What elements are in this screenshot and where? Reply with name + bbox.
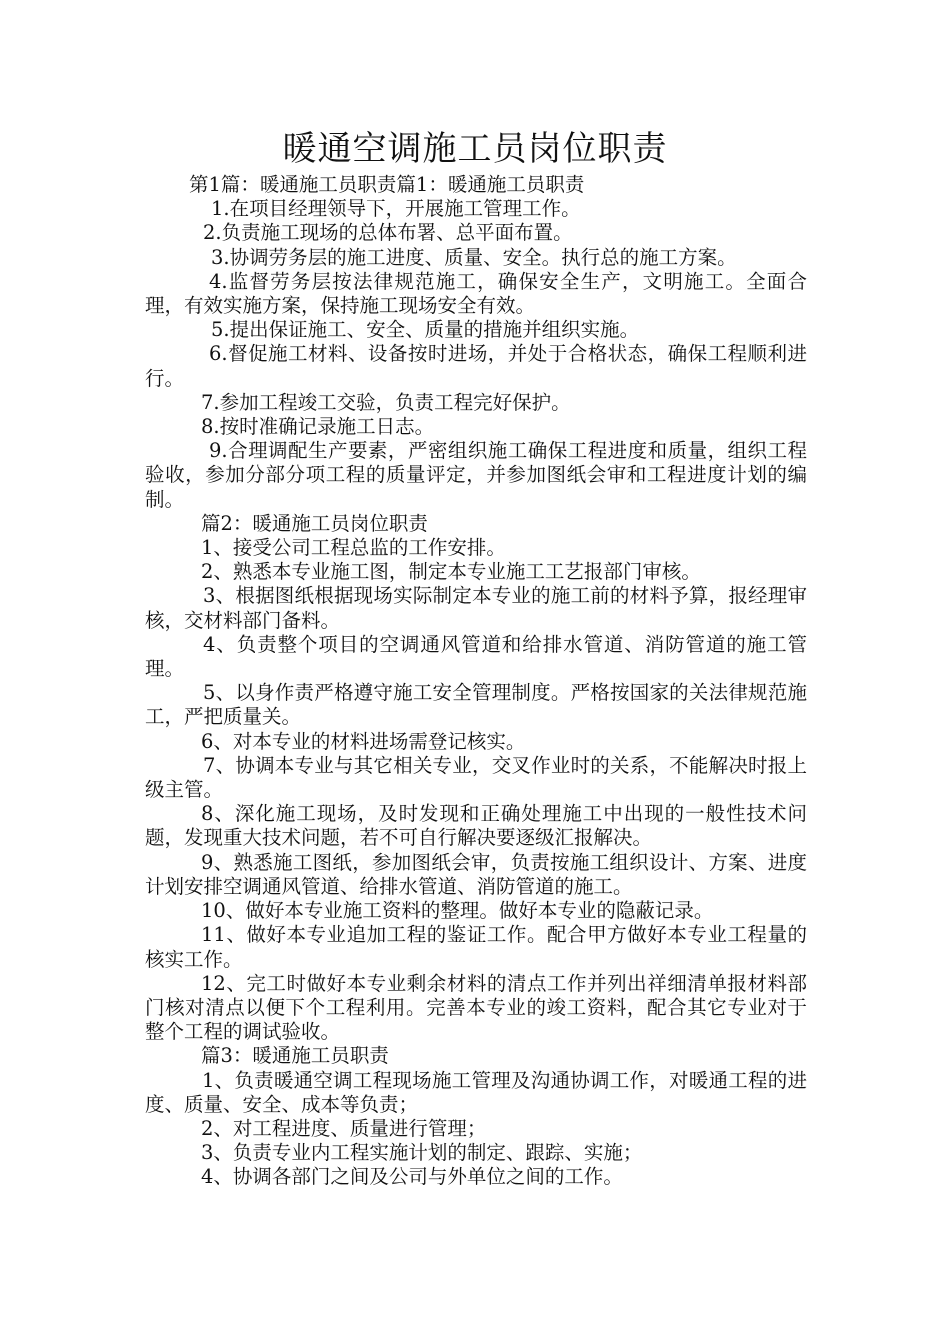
- document-body: [145, 173, 807, 1190]
- section2-item-11: 11、做好本专业追加工程的鉴证工作。配合甲方做好本专业工程量的核实工作。: [145, 923, 807, 971]
- section2-heading: 篇2：暖通施工员岗位职责: [201, 511, 428, 535]
- section2-item-8: 8、深化施工现场，及时发现和正确处理施工中出现的一般性技术问题，发现重大技术问题，若不可自行解决要逐级汇报解决。: [145, 802, 807, 850]
- section2-item-6: 6、对本专业的材料进场需登记核实。: [201, 729, 526, 753]
- section2-item-5: 5、以身作责严格遵守施工安全管理制度。严格按国家的关法律规范施工，严把质量关。: [145, 681, 807, 729]
- document-title: 暖通空调施工员岗位职责: [282, 129, 668, 169]
- section2-item-2: 2、熟悉本专业施工图，制定本专业施工工艺报部门审核。: [201, 560, 701, 584]
- section2-item-4: 4、负责整个项目的空调通风管道和给排水管道、消防管道的施工管理。: [145, 632, 807, 681]
- section1-item-5: 5.提出保证施工、安全、质量的措施并组织实施。: [211, 318, 640, 342]
- section3-item-4: 4、协调各部门之间及公司与外单位之间的工作。: [201, 1165, 623, 1189]
- section3-item-2: 2、对工程进度、质量进行管理；: [201, 1116, 487, 1140]
- section1-item-4: 4.监督劳务层按法律规范施工，确保安全生产，文明施工。全面合理，有效实施方案，保持施工现场安全有效。: [145, 269, 807, 318]
- section2-item-10: 10、做好本专业施工资料的整理。做好本专业的隐蔽记录。: [201, 899, 714, 923]
- section1-item-9: 9.合理调配生产要素，严密组织施工确保工程进度和质量，组织工程验收，参加分部分项工程的质量评定，并参加图纸会审和工程进度计划的编制。: [145, 439, 807, 511]
- intro-line: 第1篇：暖通施工员职责篇1：暖通施工员职责: [189, 173, 585, 196]
- section2-item-7: 7、协调本专业与其它相关专业，交叉作业时的关系，不能解决时报上级主管。: [145, 753, 807, 802]
- section1-item-8: 8.按时准确记录施工日志。: [201, 415, 435, 439]
- section1-item-7: 7.参加工程竣工交验，负责工程完好保护。: [201, 390, 571, 414]
- section2-item-9: 9、熟悉施工图纸，参加图纸会审，负责按施工组织设计、方案、进度计划安排空调通风管道、给排水管道、消防管道的施工。: [145, 850, 807, 898]
- section1-item-2: 2.负责施工现场的总体布署、总平面布置。: [203, 221, 573, 245]
- section1-item-6: 6.督促施工材料、设备按时进场，并处于合格状态，确保工程顺利进行。: [145, 342, 807, 390]
- section2-item-3: 3、根据图纸根据现场实际制定本专业的施工前的材料予算，报经理审核，交材料部门备料。: [145, 584, 807, 632]
- section1-item-1: 1.在项目经理领导下，开展施工管理工作。: [211, 197, 581, 221]
- section2-item-12: 12、完工时做好本专业剩余材料的清点工作并列出祥细清单报材料部门核对清点以便下个工程利用。完善本专业的竣工资料，配合其它专业对于整个工程的调试验收。: [145, 971, 807, 1044]
- section1-item-3: 3.协调劳务层的施工进度、质量、安全。执行总的施工方案。: [211, 245, 737, 269]
- section2-item-1: 1、接受公司工程总监的工作安排。: [201, 536, 506, 560]
- section3-item-3: 3、负责专业内工程实施计划的制定、跟踪、实施；: [201, 1141, 643, 1165]
- section3-heading: 篇3：暖通施工员职责: [201, 1044, 389, 1068]
- section3-item-1: 1、负责暖通空调工程现场施工管理及沟通协调工作，对暖通工程的进度、质量、安全、成本等负责；: [145, 1068, 807, 1116]
